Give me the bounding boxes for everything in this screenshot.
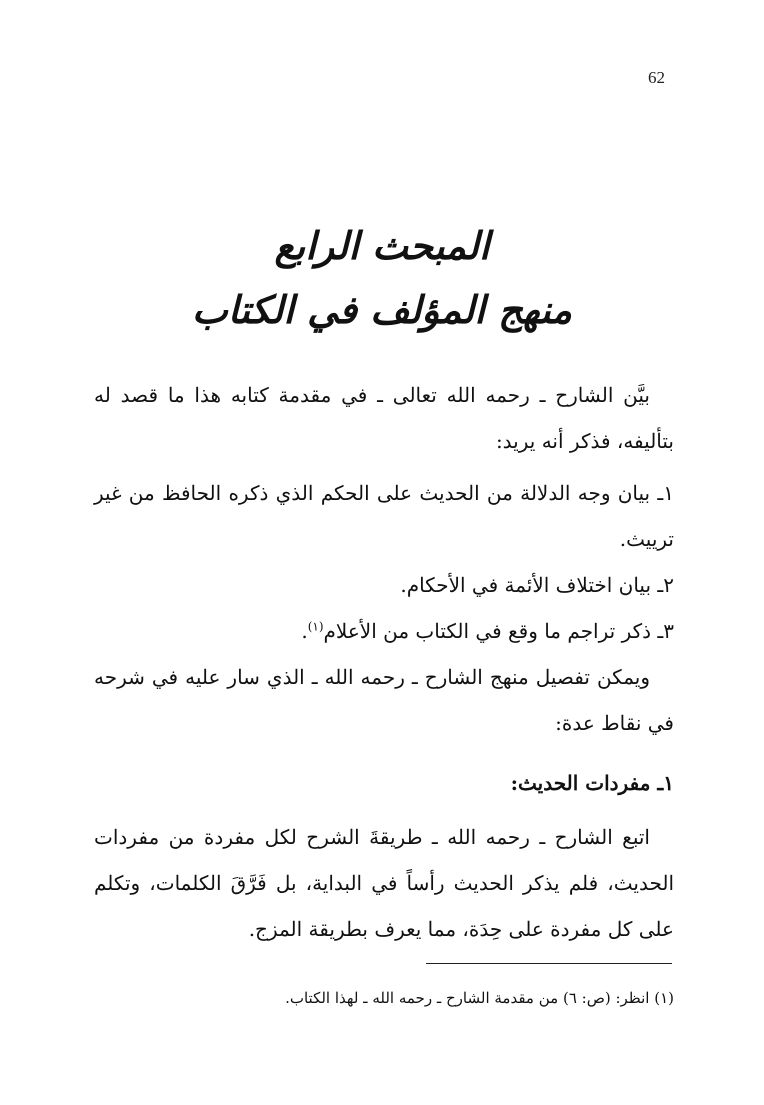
section-title-block [0,216,764,340]
subsection-paragraph: اتبع الشارح ـ رحمه الله ـ طريقةَ الشرح لكل مفردة من مفردات الحديث، فلم يذكر الحديث رأساً في البداية، بل فَرَّقَ الكلمات، وتكلم على كل مفردة على حِدَة، مما يعرف بطريقة المزج. [94,825,674,941]
footnote-text: انظر: (ص: ٦) من مقدمة الشارح ـ رحمه الله ـ لهذا الكتاب. [285,989,650,1007]
footnote [94,984,674,1012]
list-item-1: ١ـ بيان وجه الدلالة من الحديث على الحكم الذي ذكره الحافظ من غير ترييث. [94,481,674,551]
footnote-reference[interactable]: (١) [307,619,324,634]
subsection-heading: ١ـ مفردات الحديث: [510,771,674,795]
detail-paragraph: ويمكن تفصيل منهج الشارح ـ رحمه الله ـ الذي سار عليه في شرحه في نقاط عدة: [94,665,674,735]
list-item-3-end: . [301,619,308,643]
list-item-3 [94,608,674,654]
main-text [94,372,674,952]
section-subtitle: منهج المؤلف في الكتاب [192,287,572,332]
footnote-marker: (١) [654,989,674,1007]
list-item-2: ٢ـ بيان اختلاف الأئمة في الأحكام. [400,573,674,597]
page-number: 62 [648,68,665,87]
section-title: المبحث الرابع [274,223,490,268]
footnote-divider [426,963,672,964]
list-item-3-text: ٣ـ ذكر تراجم ما وقع في الكتاب من الأعلام [323,619,674,643]
intro-paragraph: بيَّن الشارح ـ رحمه الله تعالى ـ في مقدمة كتابه هذا ما قصد له بتأليفه، فذكر أنه يريد: [94,383,674,453]
